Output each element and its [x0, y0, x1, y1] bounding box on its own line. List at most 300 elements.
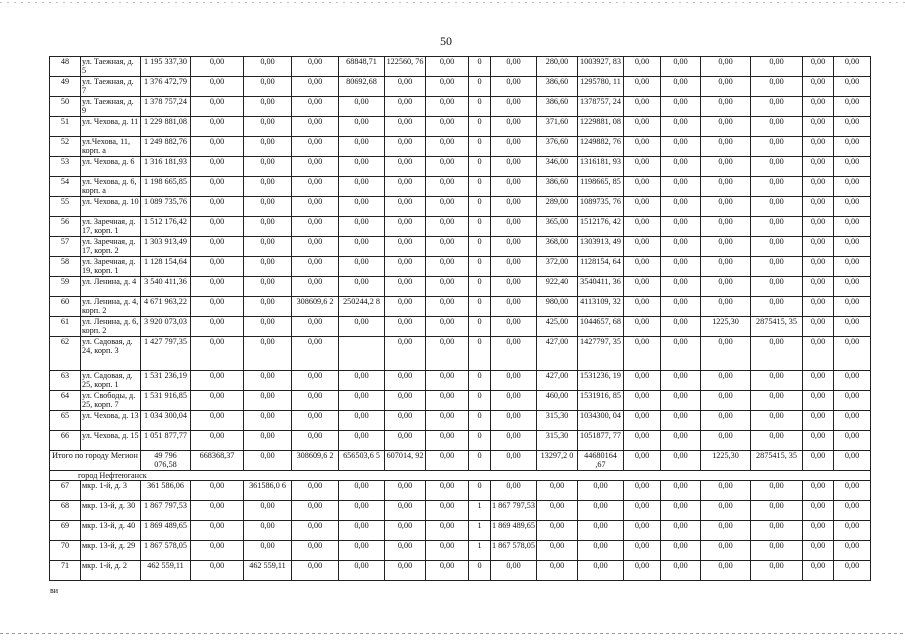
value-cell-c14: 0,00 — [751, 391, 803, 411]
value-cell-c3: 0,00 — [292, 561, 339, 581]
table-row — [50, 431, 871, 451]
value-cell-c5: 0,00 — [385, 217, 426, 237]
value-cell-c11: 0,00 — [624, 277, 661, 297]
row-number-cell: 62 — [50, 337, 81, 371]
value-cell-c5: 0,00 — [385, 411, 426, 431]
value-cell-c11: 0,00 — [624, 157, 661, 177]
value-cell-c8: 0,00 — [491, 391, 537, 411]
value-cell-c6: 0,00 — [426, 391, 469, 411]
value-cell-c12: 0,00 — [661, 561, 701, 581]
value-cell-c7: 0 — [469, 431, 491, 451]
value-cell-c16: 0,00 — [834, 391, 871, 411]
table-row — [50, 391, 871, 411]
value-cell-c12: 0,00 — [661, 297, 701, 317]
value-cell-c1: 0,00 — [191, 57, 244, 77]
value-cell-c11: 0,00 — [624, 317, 661, 337]
value-cell-c12: 0,00 — [661, 137, 701, 157]
value-cell-c16: 0,00 — [834, 257, 871, 277]
value-cell-c6: 0,00 — [426, 541, 469, 561]
value-cell-c12: 0,00 — [661, 371, 701, 391]
value-cell-c2: 0,00 — [244, 137, 292, 157]
value-cell-c7: 0 — [469, 297, 491, 317]
value-cell-c2: 0,00 — [244, 391, 292, 411]
value-cell-c7: 0 — [469, 257, 491, 277]
table-row — [50, 197, 871, 217]
table-row — [50, 97, 871, 117]
value-cell-c5: 0,00 — [385, 137, 426, 157]
value-cell-c11: 0,00 — [624, 77, 661, 97]
value-cell-c15: 0,00 — [803, 117, 834, 137]
value-cell-c16: 0,00 — [834, 97, 871, 117]
value-cell-c5: 0,00 — [385, 297, 426, 317]
value-cell-c12: 0,00 — [661, 77, 701, 97]
value-cell-c2: 0,00 — [244, 501, 292, 521]
row-number-cell: 63 — [50, 371, 81, 391]
value-cell-c12: 0,00 — [661, 217, 701, 237]
total-cost-cell: 1 531 236,19 — [141, 371, 191, 391]
value-cell-c8: 1 867 797,53 — [491, 501, 537, 521]
value-cell-c4 — [339, 337, 385, 371]
row-number-cell: 49 — [50, 77, 81, 97]
value-cell-c6: 0,00 — [426, 371, 469, 391]
scan-edge-top — [0, 2, 905, 3]
value-cell-c5: 0,00 — [385, 157, 426, 177]
value-cell-c16: 0,00 — [834, 197, 871, 217]
value-cell-c10: 1295780, 11 — [578, 77, 624, 97]
value-cell-c7: 1 — [469, 541, 491, 561]
value-cell-c7: 0 — [469, 411, 491, 431]
address-cell: мкр. 1-й, д. 2 — [81, 561, 141, 581]
value-cell-c12: 0,00 — [661, 97, 701, 117]
value-cell-c8: 0,00 — [491, 57, 537, 77]
value-cell-c12: 0,00 — [661, 391, 701, 411]
value-cell-c9: 0,00 — [537, 501, 578, 521]
value-cell-c6: 0,00 — [426, 431, 469, 451]
value-cell-c16: 0,00 — [834, 177, 871, 197]
value-cell-c2: 361586,0 6 — [244, 481, 292, 501]
value-cell-c15: 0,00 — [803, 237, 834, 257]
value-cell-c5: 0,00 — [385, 501, 426, 521]
value-cell-c9: 368,00 — [537, 237, 578, 257]
value-cell-c12: 0,00 — [661, 197, 701, 217]
value-cell-c8: 0,00 — [491, 77, 537, 97]
value-cell-c4: 0,00 — [339, 237, 385, 257]
table-row — [50, 501, 871, 521]
value-cell-c14: 0,00 — [751, 197, 803, 217]
value-cell-c12: 0,00 — [661, 277, 701, 297]
value-cell-c6: 0,00 — [426, 157, 469, 177]
value-cell-c1: 0,00 — [191, 481, 244, 501]
value-cell-c11: 0,00 — [624, 541, 661, 561]
value-cell-c3: 0,00 — [292, 137, 339, 157]
value-cell-c14: 0,00 — [751, 521, 803, 541]
value-cell-c8: 0,00 — [491, 117, 537, 137]
value-cell-c14: 0,00 — [751, 257, 803, 277]
value-cell-c2: 0,00 — [244, 177, 292, 197]
value-cell-c10: 1051877, 77 — [578, 431, 624, 451]
value-cell-c14: 0,00 — [751, 137, 803, 157]
value-cell-c7: 0 — [469, 277, 491, 297]
value-cell-c11: 0,00 — [624, 237, 661, 257]
value-cell-c12: 0,00 — [661, 521, 701, 541]
value-cell-c15: 0,00 — [803, 501, 834, 521]
value-cell-c14: 0,00 — [751, 541, 803, 561]
value-cell-c6: 0,00 — [426, 77, 469, 97]
total-cost-cell: 361 586,06 — [141, 481, 191, 501]
value-cell-c12: 0,00 — [661, 157, 701, 177]
value-cell-c7: 0 — [469, 481, 491, 501]
value-cell-c11: 0,00 — [624, 391, 661, 411]
value-cell-c4: 0,00 — [339, 501, 385, 521]
value-cell-c15: 0,00 — [803, 391, 834, 411]
row-number-cell: 69 — [50, 521, 81, 541]
value-cell-c1: 0,00 — [191, 411, 244, 431]
value-cell-c13: 0,00 — [701, 217, 751, 237]
data-table-container — [49, 56, 860, 581]
value-cell-c9: 460,00 — [537, 391, 578, 411]
table-row — [50, 521, 871, 541]
value-cell-c3: 0,00 — [292, 177, 339, 197]
value-cell-c13: 0,00 — [701, 117, 751, 137]
value-cell-c4: 250244,2 8 — [339, 297, 385, 317]
value-cell-c8: 0,00 — [491, 431, 537, 451]
total-cost-cell: 1 512 176,42 — [141, 217, 191, 237]
value-cell-c11: 0,00 — [624, 411, 661, 431]
row-number-cell: 54 — [50, 177, 81, 197]
value-cell-c3: 0,00 — [292, 257, 339, 277]
value-cell-c9: 0,00 — [537, 481, 578, 501]
value-cell-c6: 0,00 — [426, 481, 469, 501]
value-cell-c14: 0,00 — [751, 411, 803, 431]
value-cell-c9: 386,60 — [537, 177, 578, 197]
value-cell-c14: 0,00 — [751, 77, 803, 97]
row-number-cell: 59 — [50, 277, 81, 297]
table-row — [50, 561, 871, 581]
value-cell-c4: 0,00 — [339, 197, 385, 217]
value-cell-c14: 0,00 — [751, 97, 803, 117]
value-cell-c4: 0,00 — [339, 117, 385, 137]
value-cell-c7: 0 — [469, 337, 491, 371]
value-cell-c9: 365,00 — [537, 217, 578, 237]
value-cell-c6: 0,00 — [426, 237, 469, 257]
value-cell-c16: 0,00 — [834, 521, 871, 541]
value-cell-c11: 0,00 — [624, 117, 661, 137]
value-cell-c5: 0,00 — [385, 97, 426, 117]
value-cell-c1: 0,00 — [191, 197, 244, 217]
value-cell-c5: 0,00 — [385, 391, 426, 411]
value-cell-c6: 0,00 — [426, 217, 469, 237]
address-cell: ул. Чехова, д. 15 — [81, 431, 141, 451]
value-cell-c15: 0,00 — [803, 97, 834, 117]
address-cell: ул. Заречная, д. 19, корп. 1 — [81, 257, 141, 277]
value-cell-c5: 122560, 76 — [385, 57, 426, 77]
value-cell-c11: 0,00 — [624, 481, 661, 501]
address-cell: ул. Таежная, д. 9 — [81, 97, 141, 117]
value-cell-c1: 0,00 — [191, 521, 244, 541]
total-value-cell-c1: 668368,37 — [191, 451, 244, 471]
address-cell: ул. Чехова, д. 10 — [81, 197, 141, 217]
value-cell-c1: 0,00 — [191, 117, 244, 137]
value-cell-c14: 0,00 — [751, 481, 803, 501]
value-cell-c13: 0,00 — [701, 297, 751, 317]
value-cell-c2: 0,00 — [244, 217, 292, 237]
value-cell-c5: 0,00 — [385, 371, 426, 391]
value-cell-c8: 0,00 — [491, 371, 537, 391]
value-cell-c5: 0,00 — [385, 117, 426, 137]
total-value-cell-c11: 0,00 — [624, 451, 661, 471]
value-cell-c14: 0,00 — [751, 117, 803, 137]
address-cell: мкр. 13-й, д. 40 — [81, 521, 141, 541]
value-cell-c15: 0,00 — [803, 371, 834, 391]
value-cell-c11: 0,00 — [624, 217, 661, 237]
value-cell-c13: 0,00 — [701, 157, 751, 177]
value-cell-c15: 0,00 — [803, 411, 834, 431]
table-row — [50, 137, 871, 157]
value-cell-c16: 0,00 — [834, 541, 871, 561]
value-cell-c10: 1229881, 08 — [578, 117, 624, 137]
value-cell-c7: 0 — [469, 197, 491, 217]
value-cell-c4: 0,00 — [339, 391, 385, 411]
value-cell-c15: 0,00 — [803, 541, 834, 561]
total-cost-cell: 1 316 181,93 — [141, 157, 191, 177]
total-value-cell-c14: 2875415, 35 — [751, 451, 803, 471]
value-cell-c12: 0,00 — [661, 57, 701, 77]
value-cell-c7: 0 — [469, 317, 491, 337]
value-cell-c4: 0,00 — [339, 561, 385, 581]
table-row — [50, 177, 871, 197]
total-value-cell-c8: 0,00 — [491, 451, 537, 471]
table-row — [50, 371, 871, 391]
value-cell-c13: 0,00 — [701, 521, 751, 541]
value-cell-c6: 0,00 — [426, 411, 469, 431]
value-cell-c9: 386,60 — [537, 97, 578, 117]
value-cell-c14: 0,00 — [751, 57, 803, 77]
value-cell-c5: 0,00 — [385, 521, 426, 541]
row-number-cell: 71 — [50, 561, 81, 581]
total-cost-cell: 3 540 411,36 — [141, 277, 191, 297]
value-cell-c3: 0,00 — [292, 411, 339, 431]
value-cell-c2: 0,00 — [244, 337, 292, 371]
data-table — [49, 56, 871, 581]
value-cell-c9: 980,00 — [537, 297, 578, 317]
value-cell-c4: 0,00 — [339, 257, 385, 277]
value-cell-c8: 0,00 — [491, 561, 537, 581]
value-cell-c3: 0,00 — [292, 371, 339, 391]
value-cell-c13: 1225,30 — [701, 317, 751, 337]
value-cell-c7: 0 — [469, 57, 491, 77]
value-cell-c16: 0,00 — [834, 371, 871, 391]
value-cell-c10: 1034300, 04 — [578, 411, 624, 431]
total-cost-cell: 1 531 916,85 — [141, 391, 191, 411]
value-cell-c11: 0,00 — [624, 297, 661, 317]
address-cell: ул. Садовая, д. 25, корп. 1 — [81, 371, 141, 391]
total-value-cell-c10: 44680164 ,67 — [578, 451, 624, 471]
table-row — [50, 411, 871, 431]
value-cell-c11: 0,00 — [624, 561, 661, 581]
value-cell-c5: 0,00 — [385, 257, 426, 277]
value-cell-c16: 0,00 — [834, 561, 871, 581]
value-cell-c4: 0,00 — [339, 411, 385, 431]
page-number: 50 — [440, 34, 452, 48]
value-cell-c15: 0,00 — [803, 77, 834, 97]
row-number-cell: 50 — [50, 97, 81, 117]
value-cell-c9: 427,00 — [537, 371, 578, 391]
value-cell-c10: 4113109, 32 — [578, 297, 624, 317]
value-cell-c13: 0,00 — [701, 337, 751, 371]
value-cell-c6: 0,00 — [426, 277, 469, 297]
value-cell-c13: 0,00 — [701, 97, 751, 117]
value-cell-c1: 0,00 — [191, 337, 244, 371]
value-cell-c7: 0 — [469, 77, 491, 97]
value-cell-c11: 0,00 — [624, 431, 661, 451]
value-cell-c13: 0,00 — [701, 177, 751, 197]
value-cell-c8: 0,00 — [491, 481, 537, 501]
address-cell: ул. Заречная, д. 17, корп. 1 — [81, 217, 141, 237]
value-cell-c15: 0,00 — [803, 317, 834, 337]
total-value-cell-c2: 0,00 — [244, 451, 292, 471]
value-cell-c8: 0,00 — [491, 237, 537, 257]
address-cell: ул. Садовая, д. 24, корп. 3 — [81, 337, 141, 371]
total-value-cell-c12: 0,00 — [661, 451, 701, 471]
value-cell-c7: 0 — [469, 561, 491, 581]
value-cell-c15: 0,00 — [803, 297, 834, 317]
value-cell-c13: 0,00 — [701, 371, 751, 391]
value-cell-c9: 315,30 — [537, 431, 578, 451]
value-cell-c6: 0,00 — [426, 561, 469, 581]
value-cell-c7: 0 — [469, 177, 491, 197]
value-cell-c16: 0,00 — [834, 217, 871, 237]
value-cell-c16: 0,00 — [834, 157, 871, 177]
value-cell-c9: 371,60 — [537, 117, 578, 137]
value-cell-c2: 0,00 — [244, 237, 292, 257]
value-cell-c15: 0,00 — [803, 157, 834, 177]
section-row — [50, 471, 871, 481]
value-cell-c9: 0,00 — [537, 521, 578, 541]
value-cell-c16: 0,00 — [834, 237, 871, 257]
row-number-cell: 48 — [50, 57, 81, 77]
value-cell-c7: 0 — [469, 391, 491, 411]
value-cell-c9: 0,00 — [537, 561, 578, 581]
value-cell-c1: 0,00 — [191, 237, 244, 257]
value-cell-c12: 0,00 — [661, 257, 701, 277]
value-cell-c1: 0,00 — [191, 217, 244, 237]
value-cell-c10: 1378757, 24 — [578, 97, 624, 117]
total-cost-cell: 1 034 300,04 — [141, 411, 191, 431]
value-cell-c16: 0,00 — [834, 117, 871, 137]
value-cell-c12: 0,00 — [661, 317, 701, 337]
row-number-cell: 65 — [50, 411, 81, 431]
value-cell-c1: 0,00 — [191, 137, 244, 157]
total-cost-cell: 1 867 578,05 — [141, 541, 191, 561]
total-cost-cell: 1 198 665,85 — [141, 177, 191, 197]
value-cell-c10: 1531916, 85 — [578, 391, 624, 411]
total-cost-cell: 1 869 489,65 — [141, 521, 191, 541]
total-label-cell: Итого по городу Мегион — [50, 451, 141, 471]
value-cell-c2: 0,00 — [244, 77, 292, 97]
value-cell-c4: 68848,71 — [339, 57, 385, 77]
value-cell-c8: 0,00 — [491, 411, 537, 431]
value-cell-c3: 0,00 — [292, 541, 339, 561]
value-cell-c4: 0,00 — [339, 157, 385, 177]
value-cell-c7: 0 — [469, 137, 491, 157]
address-cell: мкр. 13-й, д. 29 — [81, 541, 141, 561]
value-cell-c4: 0,00 — [339, 217, 385, 237]
value-cell-c9: 376,60 — [537, 137, 578, 157]
value-cell-c3: 0,00 — [292, 57, 339, 77]
value-cell-c7: 0 — [469, 117, 491, 137]
value-cell-c2: 0,00 — [244, 277, 292, 297]
value-cell-c15: 0,00 — [803, 57, 834, 77]
value-cell-c5: 0,00 — [385, 277, 426, 297]
value-cell-c3: 0,00 — [292, 217, 339, 237]
value-cell-c1: 0,00 — [191, 277, 244, 297]
value-cell-c13: 0,00 — [701, 197, 751, 217]
total-cost-cell: 1 249 882,76 — [141, 137, 191, 157]
value-cell-c6: 0,00 — [426, 337, 469, 371]
value-cell-c13: 0,00 — [701, 57, 751, 77]
table-row — [50, 277, 871, 297]
value-cell-c2: 0,00 — [244, 541, 292, 561]
value-cell-c3: 0,00 — [292, 481, 339, 501]
table-row — [50, 77, 871, 97]
value-cell-c8: 0,00 — [491, 257, 537, 277]
value-cell-c9: 922,40 — [537, 277, 578, 297]
row-number-cell: 57 — [50, 237, 81, 257]
value-cell-c4: 0,00 — [339, 177, 385, 197]
value-cell-c13: 0,00 — [701, 481, 751, 501]
value-cell-c6: 0,00 — [426, 137, 469, 157]
value-cell-c1: 0,00 — [191, 257, 244, 277]
total-cost-cell: 3 920 073,03 — [141, 317, 191, 337]
value-cell-c10: 0,00 — [578, 501, 624, 521]
value-cell-c10: 1249882, 76 — [578, 137, 624, 157]
value-cell-c5: 0,00 — [385, 431, 426, 451]
total-cost-cell: 1 867 797,53 — [141, 501, 191, 521]
total-value-cell-c4: 656503,6 5 — [339, 451, 385, 471]
value-cell-c3: 0,00 — [292, 337, 339, 371]
address-cell: ул. Чехова, д. 6, корп. а — [81, 177, 141, 197]
address-cell: ул. Чехова, д. 13 — [81, 411, 141, 431]
value-cell-c16: 0,00 — [834, 297, 871, 317]
value-cell-c15: 0,00 — [803, 277, 834, 297]
value-cell-c9: 386,60 — [537, 77, 578, 97]
value-cell-c12: 0,00 — [661, 177, 701, 197]
value-cell-c15: 0,00 — [803, 197, 834, 217]
value-cell-c4: 0,00 — [339, 97, 385, 117]
total-cost-cell: 462 559,11 — [141, 561, 191, 581]
value-cell-c13: 0,00 — [701, 391, 751, 411]
total-cost-cell: 4 671 963,22 — [141, 297, 191, 317]
value-cell-c8: 0,00 — [491, 277, 537, 297]
value-cell-c6: 0,00 — [426, 197, 469, 217]
value-cell-c16: 0,00 — [834, 317, 871, 337]
value-cell-c16: 0,00 — [834, 337, 871, 371]
value-cell-c14: 0,00 — [751, 561, 803, 581]
value-cell-c1: 0,00 — [191, 177, 244, 197]
total-value-cell-c3: 308609,6 2 — [292, 451, 339, 471]
value-cell-c1: 0,00 — [191, 501, 244, 521]
value-cell-c5: 0,00 — [385, 197, 426, 217]
value-cell-c14: 0,00 — [751, 217, 803, 237]
value-cell-c3: 0,00 — [292, 197, 339, 217]
value-cell-c7: 1 — [469, 501, 491, 521]
value-cell-c10: 3540411, 36 — [578, 277, 624, 297]
value-cell-c4: 0,00 — [339, 277, 385, 297]
value-cell-c13: 0,00 — [701, 237, 751, 257]
row-number-cell: 67 — [50, 481, 81, 501]
value-cell-c11: 0,00 — [624, 177, 661, 197]
address-cell: ул. Ленина, д. 6, корп. 2 — [81, 317, 141, 337]
